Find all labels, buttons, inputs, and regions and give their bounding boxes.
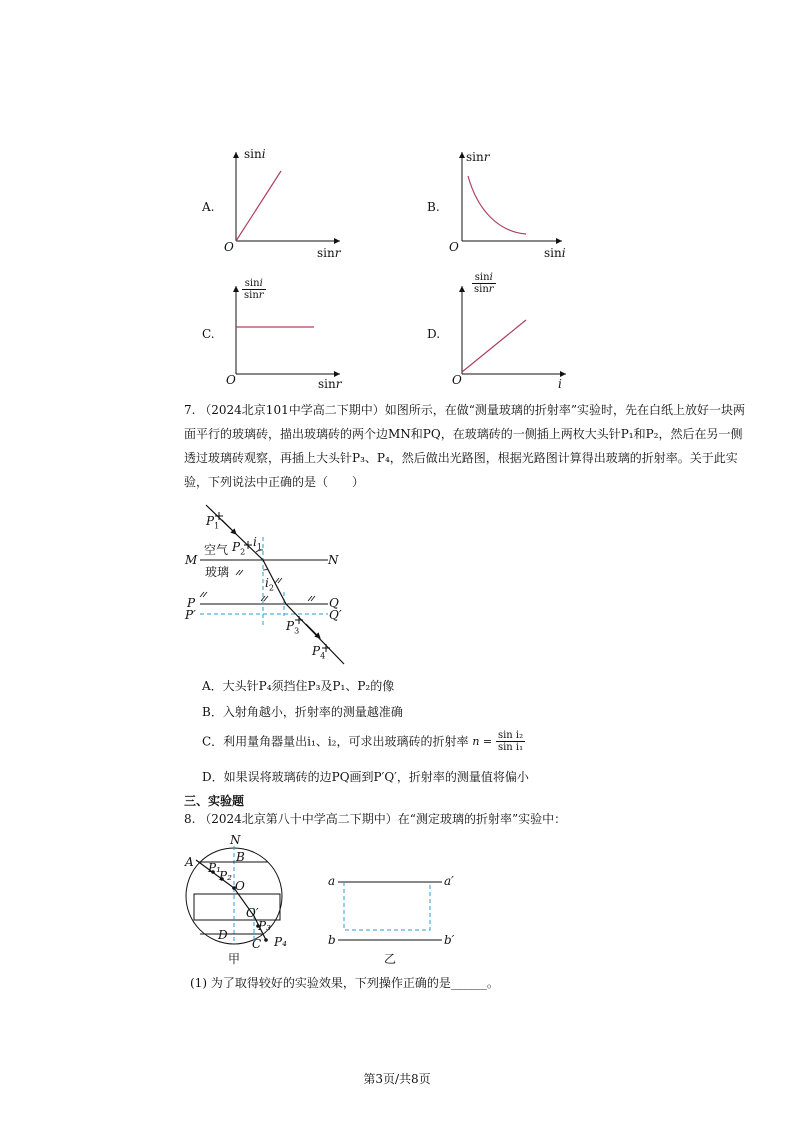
q8-yi-label-a: a: [328, 874, 336, 888]
q8-jia-label-c: C: [252, 937, 262, 951]
q7-label-i1: $i_1$: [253, 535, 262, 552]
graph-a-ylabel: sini: [244, 147, 266, 161]
graph-a-curve: [236, 171, 281, 241]
q7-option-a: A．大头针P₄须挡住P₃及P₁、P₂的像: [202, 679, 395, 693]
graph-a: [236, 152, 340, 241]
q8-jia-label-b: B: [236, 850, 245, 864]
graph-b: [462, 152, 562, 241]
graph-a-option-label: A.: [202, 200, 215, 214]
q8-yi-dashed-box: [344, 882, 430, 930]
q7-line-4: 验，下列说法中正确的是（ ）: [184, 475, 365, 489]
q8-jia-label-p2: P₂: [219, 869, 232, 883]
q8-stem: 8. （2024北京第八十中学高二下期中）在“测定玻璃的折射率”实验中：: [184, 812, 567, 826]
q8-jia-label-o-prime: O′: [246, 906, 259, 920]
q7-option-c: C．利用量角器量出i₁、i₂，可求出玻璃砖的折射率 n = $\frac{\text{sin i₂}}{\text{sin i₁}}$: [202, 730, 524, 753]
q7-line-3: 透过玻璃砖观察，再插上大头针P₃、P₄，然后做出光路图，根据光路图计算得出玻璃的折射率。关于此实: [184, 451, 738, 465]
graph-c-ylabel: $\frac{\sin i}{\sin r}$: [244, 278, 264, 301]
q7-option-d: D．如果误将玻璃砖的边PQ画到P′Q′，折射率的测量值将偏小: [202, 770, 529, 784]
graph-b-curve: [468, 176, 526, 234]
graph-c-xlabel: sinr: [318, 377, 342, 391]
q7-label-glass: 玻璃: [205, 565, 230, 579]
q7-line-2: 面平行的玻璃砖，描出玻璃砖的两个边MN和PQ，在玻璃砖的一侧插上两枚大头针P₁和P₂，然后在另一侧: [184, 427, 743, 441]
q7-label-n: N: [328, 553, 339, 567]
section-heading: 三、实验题: [184, 794, 245, 808]
q8-jia-label-p4: P₄: [274, 935, 287, 949]
option-graphs: [190, 140, 590, 400]
graph-d-ylabel: $\frac{\sin i}{\sin r}$: [474, 272, 494, 295]
q8-yi-caption: 乙: [384, 952, 397, 966]
q7-label-q: Q: [329, 596, 339, 610]
graph-b-origin: O: [449, 240, 459, 254]
q7-angle-arc-2: [263, 569, 268, 570]
q8-jia-caption: 甲: [228, 952, 241, 966]
q7-label-p3: $P_3$: [286, 619, 300, 636]
graph-d-origin: O: [452, 373, 462, 387]
q8-yi-label-b: b: [328, 933, 336, 947]
q7-label-p-prime: P′: [185, 608, 196, 622]
graph-b-xlabel: sini: [544, 246, 566, 260]
graph-a-origin: O: [224, 240, 234, 254]
q7-light-path: [206, 505, 344, 664]
q8-sub-question-1: (1) 为了取得较好的实验效果，下列操作正确的是______。: [190, 976, 499, 990]
q7-label-p: P: [187, 596, 196, 610]
q8-jia-glass: [194, 894, 280, 920]
graph-d: [462, 286, 566, 374]
q7-label-i2: $i_2$: [265, 576, 274, 593]
q7-stem: [184, 398, 774, 494]
graph-d-xlabel: i: [558, 377, 562, 391]
q8-jia-label-p3: P₃: [258, 919, 271, 933]
q7-label-p2: $P_2$: [232, 540, 246, 557]
graph-c-origin: O: [226, 373, 236, 387]
q7-line-1: 7. （2024北京101中学高二下期中）如图所示，在做“测量玻璃的折射率”实验时，先在白纸上放好一块两: [184, 403, 745, 417]
graph-d-option-label: D.: [427, 327, 441, 341]
graph-c-option-label: C.: [202, 327, 215, 341]
q7-option-b: B．入射角越小，折射率的测量越准确: [202, 705, 403, 719]
graph-b-ylabel: sinr: [466, 150, 490, 164]
q7-label-q-prime: Q′: [329, 608, 342, 622]
graph-b-option-label: B.: [427, 200, 440, 214]
page-footer: 第3页/共8页: [363, 1072, 431, 1086]
graph-d-curve: [462, 320, 526, 372]
q8-jia-label-d: D: [218, 928, 228, 942]
q7-label-m: M: [185, 553, 198, 567]
q8-jia-label-p1: P₁: [208, 861, 221, 875]
q8-jia-label-o: O: [235, 879, 245, 893]
q7-label-p1: $P_1$: [206, 514, 220, 531]
q7-label-p4: $P_4$: [312, 644, 326, 661]
graph-a-xlabel: sinr: [317, 246, 341, 260]
q8-figure-yi: [330, 870, 460, 950]
q7-label-air: 空气: [204, 543, 229, 557]
q8-jia-label-n: N: [230, 833, 241, 847]
q7-arrow-1: [222, 520, 236, 534]
q7-arrow-2: [306, 624, 320, 638]
q8-yi-label-a-prime: a′: [444, 874, 454, 888]
q8-yi-label-b-prime: b′: [444, 933, 455, 947]
q8-jia-label-a: A: [185, 855, 194, 869]
